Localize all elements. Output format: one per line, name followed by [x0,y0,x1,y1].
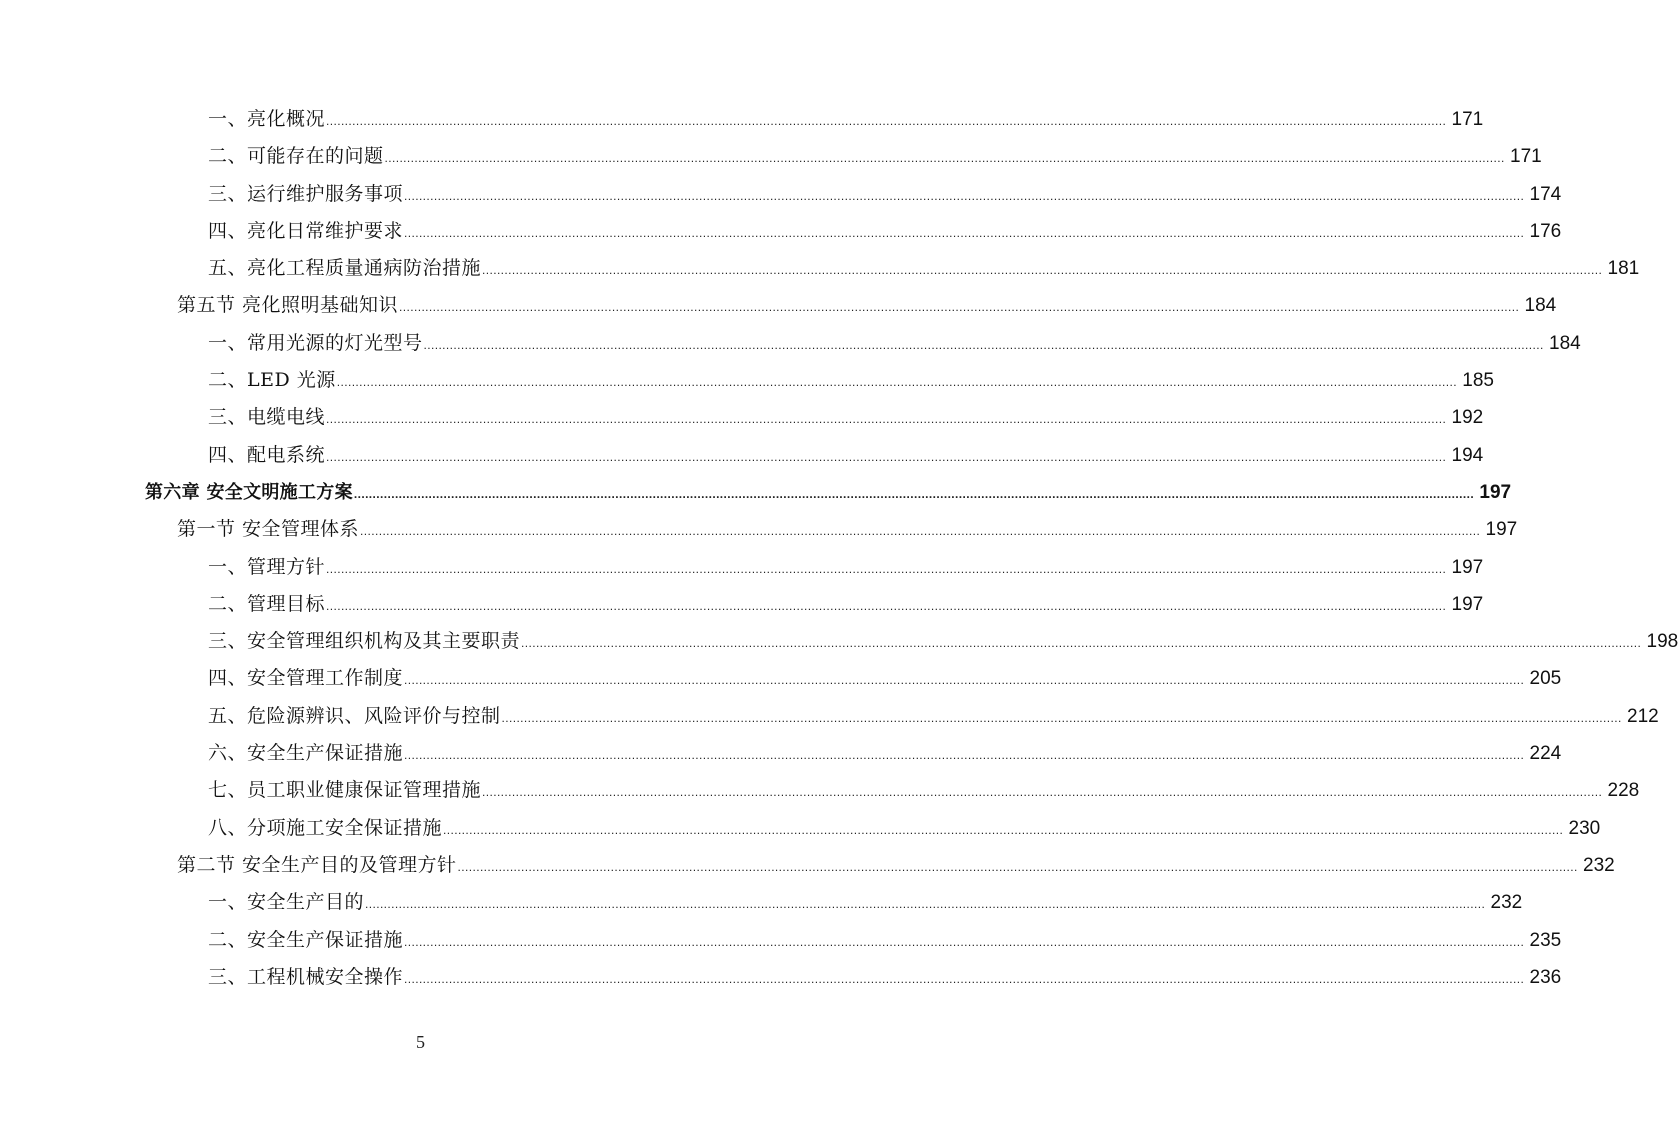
toc-item-entry[interactable] [208,138,1542,175]
toc-entry-label: 第六章 安全文明施工方案 [145,481,353,503]
toc-entry-page: 224 [1529,743,1562,765]
toc-entry-label: 四、亮化日常维护要求 [208,219,404,242]
toc-entry-page: 198 [1646,631,1678,653]
toc-entry-label: 一、亮化概况 [208,108,326,130]
toc-entry-page: 184 [1524,295,1557,317]
toc-entry-page: 205 [1529,668,1562,690]
toc-entry-page: 228 [1607,780,1640,802]
toc-dot-leader: ............................................................................................................................................................................................................................................................................................................ [404,673,1525,688]
toc-entry-label: 四、配电系统 [208,443,326,466]
toc-entry-label: 二、可能存在的问题 [208,145,384,168]
toc-dot-leader: ............................................................................................................................................................................................................................................................................................................ [360,524,1481,539]
toc-dot-leader: ............................................................................................................................................................................................................................................................................................................ [482,785,1603,800]
toc-dot-leader: ............................................................................................................................................................................................................................................................................................................ [521,636,1642,651]
page-number: 5 [416,1032,425,1052]
toc-dot-leader: ............................................................................................................................................................................................................................................................................................................ [353,486,1475,501]
toc-dot-leader: ............................................................................................................................................................................................................................................................................................................ [326,598,1447,613]
toc-entry-label: 第二节 安全生产目的及管理方针 [177,853,457,876]
toc-entry-page: 236 [1529,966,1562,988]
toc-dot-leader: ............................................................................................................................................................................................................................................................................................................ [423,337,1544,352]
toc-item-entry[interactable] [208,660,1562,697]
toc-entry-page: 171 [1510,146,1542,168]
toc-chapter-entry[interactable] [145,474,1512,511]
toc-section-entry[interactable] [177,511,1518,548]
toc-entry-page: 197 [1451,593,1484,615]
toc-entry-label: 第五节 亮化照明基础知识 [177,294,399,317]
toc-dot-leader: ............................................................................................................................................................................................................................................................................................................ [404,225,1525,240]
toc-dot-leader: ............................................................................................................................................................................................................................................................................................................ [457,859,1578,874]
toc-section-entry[interactable] [177,847,1615,884]
toc-dot-leader: ............................................................................................................................................................................................................................................................................................................ [326,114,1447,128]
toc-item-entry[interactable] [208,735,1562,772]
toc-entry-label: 一、管理方针 [208,555,326,578]
toc-entry-page: 230 [1568,817,1601,839]
toc-entry-label: 一、安全生产目的 [208,891,365,914]
toc-list [0,101,1678,996]
toc-item-entry[interactable] [208,176,1562,213]
toc-dot-leader: ............................................................................................................................................................................................................................................................................................................ [326,561,1447,576]
toc-dot-leader: ............................................................................................................................................................................................................................................................................................................ [482,263,1603,278]
toc-dot-leader: ............................................................................................................................................................................................................................................................................................................ [326,412,1447,427]
toc-entry-label: 八、分项施工安全保证措施 [208,816,443,839]
toc-item-entry[interactable] [208,698,1659,735]
toc-dot-leader: ............................................................................................................................................................................................................................................................................................................ [326,449,1447,464]
toc-entry-label: 二、LED 光源 [208,369,336,392]
toc-item-entry[interactable] [208,922,1562,959]
toc-entry-label: 五、危险源辨识、风险评价与控制 [208,704,501,727]
toc-item-entry[interactable] [208,623,1678,660]
toc-entry-label: 五、亮化工程质量通病防治措施 [208,257,482,280]
toc-entry-page: 192 [1451,407,1484,429]
toc-item-entry[interactable] [208,772,1640,809]
table-of-contents [0,101,1678,996]
toc-entry-page: 212 [1627,705,1659,727]
toc-entry-page: 171 [1451,109,1484,130]
toc-item-entry[interactable] [208,959,1562,996]
toc-entry-page: 197 [1479,481,1512,503]
toc-item-entry[interactable] [208,325,1581,362]
toc-item-entry[interactable] [208,437,1484,474]
toc-dot-leader: ............................................................................................................................................................................................................................................................................................................ [336,375,1457,390]
toc-item-entry[interactable] [208,549,1484,586]
toc-item-entry[interactable] [208,250,1640,287]
toc-dot-leader: ............................................................................................................................................................................................................................................................................................................ [501,710,1622,725]
toc-entry-label: 三、电缆电线 [208,406,326,429]
toc-item-entry[interactable] [208,884,1523,921]
toc-entry-label: 四、安全管理工作制度 [208,667,404,690]
toc-dot-leader: ............................................................................................................................................................................................................................................................................................................ [365,897,1486,912]
toc-item-entry[interactable] [208,810,1601,847]
toc-dot-leader: ............................................................................................................................................................................................................................................................................................................ [404,934,1525,949]
toc-entry-page: 232 [1490,892,1523,914]
toc-section-entry[interactable] [177,287,1557,324]
toc-entry-label: 三、安全管理组织机构及其主要职责 [208,630,521,653]
toc-entry-label: 六、安全生产保证措施 [208,742,404,765]
toc-entry-label: 二、管理目标 [208,592,326,615]
toc-entry-label: 一、常用光源的灯光型号 [208,331,423,354]
toc-dot-leader: ............................................................................................................................................................................................................................................................................................................ [404,188,1525,203]
toc-item-entry[interactable] [208,362,1494,399]
toc-entry-page: 235 [1529,929,1562,951]
toc-item-entry[interactable] [208,586,1484,623]
toc-entry-page: 232 [1583,854,1615,876]
toc-dot-leader: ............................................................................................................................................................................................................................................................................................................ [384,151,1505,166]
toc-dot-leader: ............................................................................................................................................................................................................................................................................................................ [443,822,1564,837]
toc-entry-page: 176 [1529,220,1562,242]
toc-dot-leader: ............................................................................................................................................................................................................................................................................................................ [399,300,1520,315]
toc-entry-page: 197 [1485,519,1518,541]
toc-entry-page: 174 [1529,183,1562,205]
toc-entry-label: 三、运行维护服务事项 [208,182,404,205]
toc-item-entry[interactable] [208,399,1484,436]
toc-dot-leader: ............................................................................................................................................................................................................................................................................................................ [404,748,1525,763]
toc-entry-label: 第一节 安全管理体系 [177,518,360,541]
toc-entry-page: 197 [1451,556,1484,578]
toc-entry-label: 七、员工职业健康保证管理措施 [208,779,482,802]
toc-item-entry[interactable] [208,213,1562,250]
toc-dot-leader: ............................................................................................................................................................................................................................................................................................................ [404,971,1525,986]
toc-entry-page: 181 [1607,258,1640,280]
toc-entry-page: 185 [1462,370,1494,392]
toc-item-entry[interactable] [208,101,1484,138]
toc-entry-page: 194 [1451,444,1484,466]
toc-entry-page: 184 [1549,332,1581,354]
toc-entry-label: 二、安全生产保证措施 [208,928,404,951]
toc-entry-label: 三、工程机械安全操作 [208,965,404,988]
